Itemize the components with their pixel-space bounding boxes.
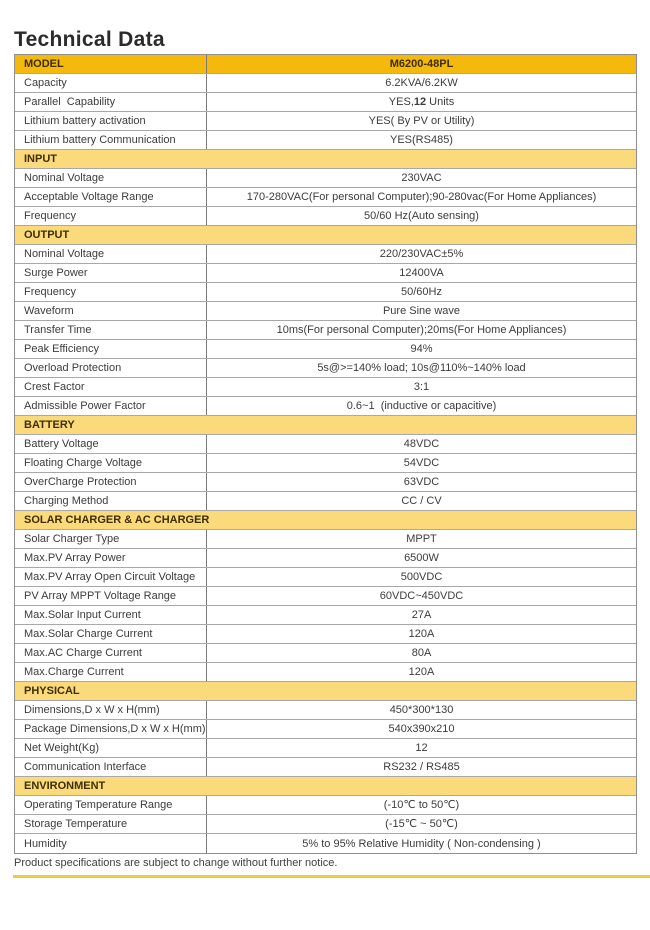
row-value: 0.6~1 (inductive or capacitive) bbox=[346, 400, 497, 412]
footer-note: Product specifications are subject to change without further notice. bbox=[14, 857, 338, 869]
row-label: Humidity bbox=[15, 834, 207, 853]
row-value: 12 bbox=[415, 742, 428, 754]
section-title: PHYSICAL bbox=[24, 685, 80, 697]
table-row-frequency bbox=[15, 207, 636, 226]
row-label: Surge Power bbox=[15, 264, 207, 282]
table-row-pv-array-mppt-voltage-range bbox=[15, 587, 636, 606]
row-value: M6200-48PL bbox=[389, 58, 454, 70]
table-row-max-ac-charge-current bbox=[15, 644, 636, 663]
row-label: Max.Solar Charge Current bbox=[15, 625, 207, 643]
row-value: 94% bbox=[410, 343, 433, 355]
row-label: Net Weight(Kg) bbox=[15, 739, 207, 757]
row-value: Pure Sine wave bbox=[382, 305, 461, 317]
row-value: 5% to 95% Relative Humidity ( Non-condensing ) bbox=[302, 837, 541, 850]
row-value bbox=[207, 93, 636, 111]
row-label: Max.PV Array Open Circuit Voltage bbox=[15, 568, 207, 586]
row-label: Battery Voltage bbox=[15, 435, 207, 453]
section-header-output bbox=[15, 226, 636, 245]
row-label: Solar Charger Type bbox=[15, 530, 207, 548]
table-row-operating-temperature-range bbox=[15, 796, 636, 815]
table-row-max-pv-array-open-circuit-voltage bbox=[15, 568, 636, 587]
row-label: Overload Protection bbox=[15, 359, 207, 377]
table-row-lithium-battery-activation bbox=[15, 112, 636, 131]
row-value: 50/60Hz bbox=[401, 286, 442, 298]
section-header-input bbox=[15, 150, 636, 169]
row-label: Max.PV Array Power bbox=[15, 549, 207, 567]
row-value: 3:1 bbox=[413, 381, 430, 393]
row-label: Floating Charge Voltage bbox=[15, 454, 207, 472]
row-label: Charging Method bbox=[15, 492, 207, 510]
table-row-communication-interface bbox=[15, 758, 636, 777]
section-title: SOLAR CHARGER & AC CHARGER bbox=[24, 514, 210, 526]
value-part: YES, bbox=[388, 96, 414, 108]
row-label: Parallel Capability bbox=[15, 93, 207, 111]
row-value: 10ms(For personal Computer);20ms(For Home Appliances) bbox=[276, 324, 567, 336]
row-label: Operating Temperature Range bbox=[15, 796, 207, 814]
table-row-net-weight-kg bbox=[15, 739, 636, 758]
row-value: YES( By PV or Utility) bbox=[368, 115, 475, 127]
section-title: OUTPUT bbox=[24, 229, 70, 241]
row-label: Dimensions,D x W x H(mm) bbox=[15, 701, 207, 719]
row-value: 120A bbox=[408, 628, 435, 640]
table-row-nominal-voltage bbox=[15, 245, 636, 264]
spec-sheet-page bbox=[0, 29, 650, 878]
table-row-max-solar-charge-current bbox=[15, 625, 636, 644]
table-row-peak-efficiency bbox=[15, 340, 636, 359]
row-label: Nominal Voltage bbox=[15, 245, 207, 263]
row-value: 12400VA bbox=[399, 267, 444, 279]
row-value: 450*300*130 bbox=[389, 704, 454, 716]
row-value: 500VDC bbox=[400, 571, 443, 583]
row-label: Frequency bbox=[15, 283, 207, 301]
row-label: Package Dimensions,D x W x H(mm) bbox=[15, 720, 207, 738]
row-label: Admissible Power Factor bbox=[15, 397, 207, 415]
bottom-accent-line bbox=[13, 875, 650, 878]
value-part: Units bbox=[426, 96, 455, 108]
row-value: 80A bbox=[411, 647, 432, 659]
row-value: YES(RS485) bbox=[390, 134, 453, 146]
row-value: 50/60 Hz(Auto sensing) bbox=[364, 210, 479, 222]
section-title: INPUT bbox=[24, 153, 57, 165]
table-row-storage-temperature bbox=[15, 815, 636, 834]
row-value: (-10℃ to 50℃) bbox=[383, 799, 460, 811]
row-label: Max.Solar Input Current bbox=[15, 606, 207, 624]
row-value: 5s@>=140% load; 10s@110%~140% load bbox=[317, 362, 526, 374]
row-label: Max.Charge Current bbox=[15, 663, 207, 681]
section-header-physical bbox=[15, 682, 636, 701]
table-row-overload-protection bbox=[15, 359, 636, 378]
row-label: Waveform bbox=[15, 302, 207, 320]
row-value: 220/230VAC±5% bbox=[379, 248, 464, 260]
row-value: 48VDC bbox=[403, 438, 440, 450]
row-value: 120A bbox=[408, 666, 435, 678]
table-row-max-pv-array-power bbox=[15, 549, 636, 568]
table-row-max-charge-current bbox=[15, 663, 636, 682]
table-row-frequency bbox=[15, 283, 636, 302]
row-value: CC / CV bbox=[401, 495, 442, 507]
spec-table bbox=[14, 54, 637, 854]
page-title: Technical Data bbox=[14, 28, 165, 51]
table-row-capacity bbox=[15, 74, 636, 93]
table-row-lithium-battery-communication bbox=[15, 131, 636, 150]
section-header-environment bbox=[15, 777, 636, 796]
row-label: Capacity bbox=[15, 74, 207, 92]
row-value: MPPT bbox=[406, 533, 437, 545]
table-row-transfer-time bbox=[15, 321, 636, 340]
row-label: PV Array MPPT Voltage Range bbox=[15, 587, 207, 605]
row-label: Frequency bbox=[15, 207, 207, 225]
row-label: OverCharge Protection bbox=[15, 473, 207, 491]
section-header-battery bbox=[15, 416, 636, 435]
table-row-surge-power bbox=[15, 264, 636, 283]
table-row-admissible-power-factor bbox=[15, 397, 636, 416]
row-label: Lithium battery Communication bbox=[15, 131, 207, 149]
row-label: Max.AC Charge Current bbox=[15, 644, 207, 662]
row-label: Acceptable Voltage Range bbox=[15, 188, 207, 206]
value-part-bold: 12 bbox=[413, 96, 427, 108]
table-row-charging-method bbox=[15, 492, 636, 511]
table-row-crest-factor bbox=[15, 378, 636, 397]
table-row-nominal-voltage bbox=[15, 169, 636, 188]
row-value: 54VDC bbox=[403, 457, 440, 469]
table-row-humidity bbox=[15, 834, 636, 853]
table-row-acceptable-voltage-range bbox=[15, 188, 636, 207]
row-value: 6500W bbox=[404, 552, 439, 564]
row-value: 27A bbox=[411, 609, 432, 621]
section-title: BATTERY bbox=[24, 419, 75, 431]
row-label: Lithium battery activation bbox=[15, 112, 207, 130]
row-label: Nominal Voltage bbox=[15, 169, 207, 187]
row-label: MODEL bbox=[15, 55, 207, 73]
row-label: Crest Factor bbox=[15, 378, 207, 396]
row-value: 540x390x210 bbox=[388, 723, 455, 735]
row-label: Transfer Time bbox=[15, 321, 207, 339]
row-label: Storage Temperature bbox=[15, 815, 207, 833]
table-row-package-dimensions-d-x-w-x-h-mm bbox=[15, 720, 636, 739]
row-value: 63VDC bbox=[403, 476, 440, 488]
row-value: 60VDC~450VDC bbox=[379, 590, 464, 602]
table-row-overcharge-protection bbox=[15, 473, 636, 492]
row-value: 230VAC bbox=[401, 172, 442, 184]
row-value: RS232 / RS485 bbox=[383, 761, 460, 773]
table-row-parallel-capability bbox=[15, 93, 636, 112]
row-label: Peak Efficiency bbox=[15, 340, 207, 358]
row-value: 170-280VAC(For personal Computer);90-280vac(For Home Appliances) bbox=[246, 191, 597, 203]
section-title: ENVIRONMENT bbox=[24, 780, 106, 792]
table-row-waveform bbox=[15, 302, 636, 321]
table-header-row bbox=[15, 55, 636, 74]
table-row-dimensions-d-x-w-x-h-mm bbox=[15, 701, 636, 720]
table-row-battery-voltage bbox=[15, 435, 636, 454]
row-value: (-15℃ ~ 50℃) bbox=[385, 818, 458, 830]
table-row-floating-charge-voltage bbox=[15, 454, 636, 473]
row-value: 6.2KVA/6.2KW bbox=[385, 77, 458, 89]
table-row-max-solar-input-current bbox=[15, 606, 636, 625]
section-header-solar-charger-ac-charger bbox=[15, 511, 636, 530]
table-row-solar-charger-type bbox=[15, 530, 636, 549]
row-label: Communication Interface bbox=[15, 758, 207, 776]
